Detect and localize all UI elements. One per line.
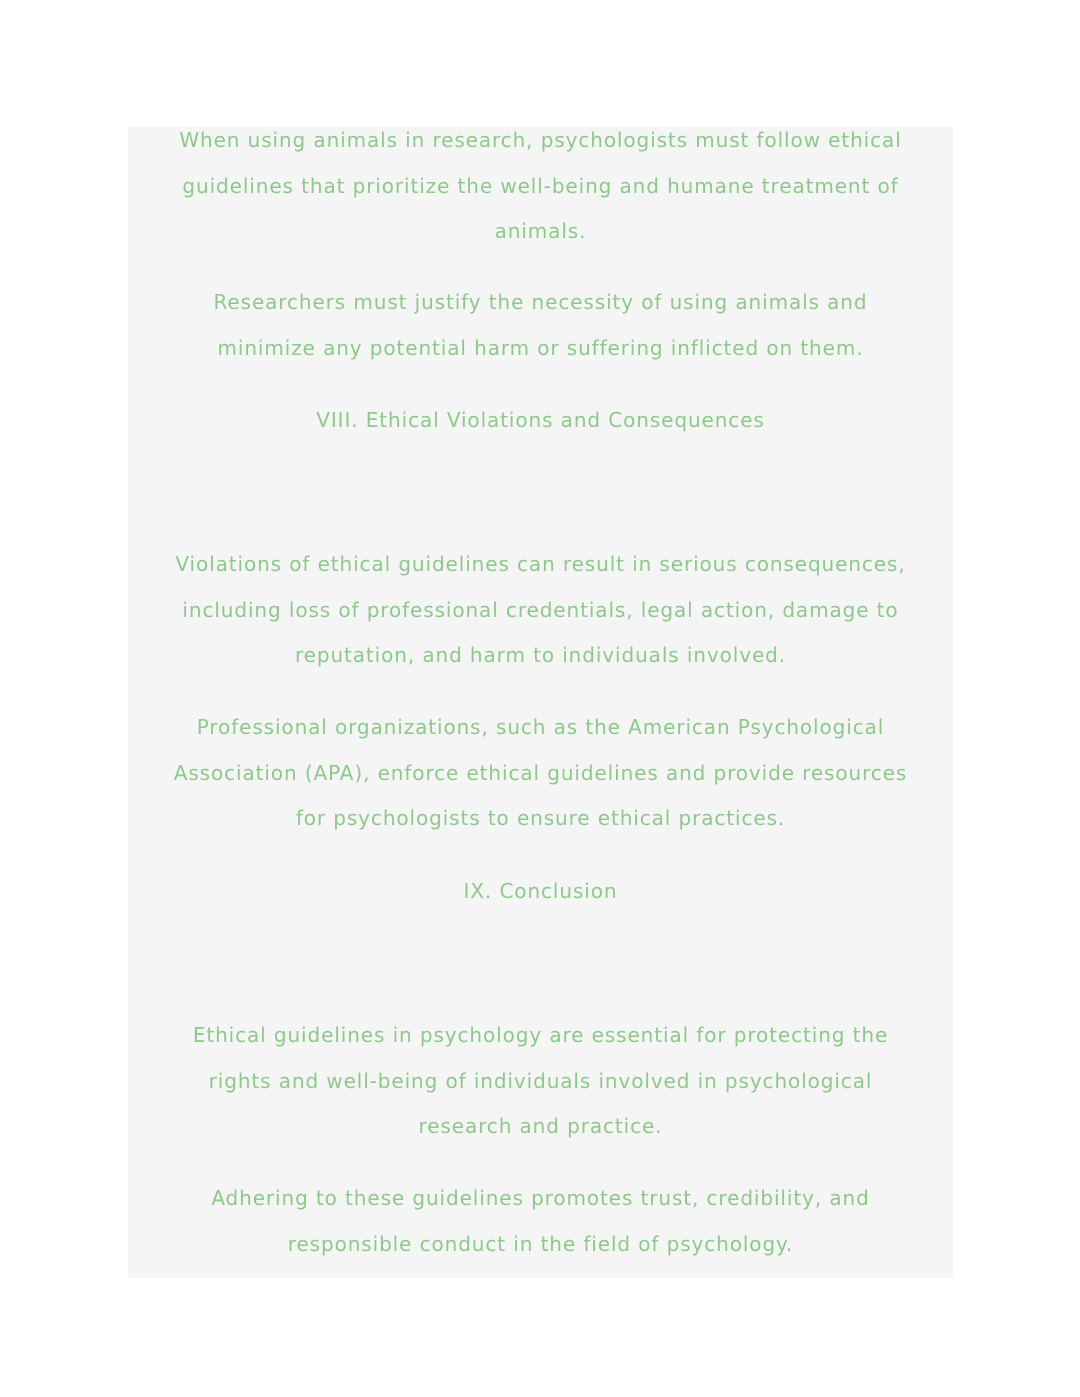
paragraph-conclusion-essential: Ethical guidelines in psychology are essential for protecting the rights and well-being of individuals involved in psychological research and practice. bbox=[192, 1023, 889, 1138]
paragraph-violations: Violations of ethical guidelines can result in serious consequences, including loss of professional credentials, legal action, damage to reputation, and harm to individuals involved. bbox=[175, 552, 906, 667]
section-heading-conclusion: IX. Conclusion bbox=[463, 879, 618, 903]
paragraph-organizations: Professional organizations, such as the American Psychological Association (APA), enforce ethical guidelines and provide resources for psychologists to ensure ethical practices. bbox=[173, 715, 908, 830]
paragraph-conclusion-trust: Adhering to these guidelines promotes trust, credibility, and responsible conduct in the field of psychology. bbox=[211, 1186, 870, 1256]
section-heading-ethical-violations: VIII. Ethical Violations and Consequences bbox=[316, 408, 765, 432]
content-panel bbox=[128, 127, 953, 1278]
paragraph-animal-guidelines: When using animals in research, psychologists must follow ethical guidelines that prioritize the well-being and humane treatment of animals. bbox=[179, 128, 902, 243]
paragraph-animal-justify: Researchers must justify the necessity of using animals and minimize any potential harm or suffering inflicted on them. bbox=[213, 290, 868, 360]
